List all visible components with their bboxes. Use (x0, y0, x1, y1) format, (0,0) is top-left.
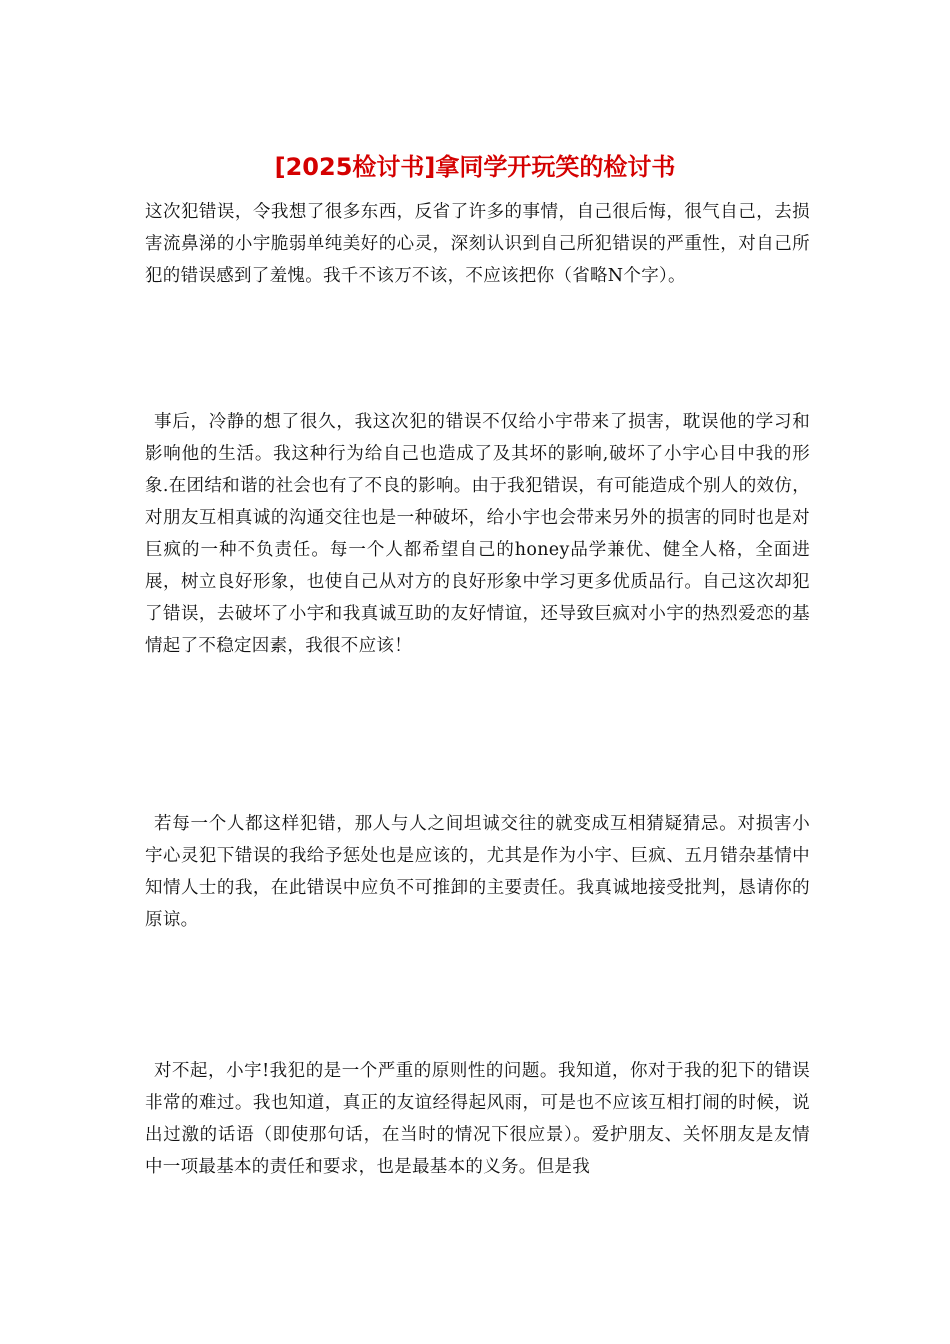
paragraph-1: 这次犯错误，令我想了很多东西，反省了许多的事情，自己很后悔，很气自己，去损害流鼻涕的小宇脆弱单纯美好的心灵，深刻认识到自己所犯错误的严重性，对自己所犯的错误感到了羞愧。我千不该万不该，不应该把你（省略N个字）。 (145, 202, 810, 286)
paragraph-3: 若每一个人都这样犯错，那人与人之间坦诚交往的就变成互相猜疑猜忌。对损害小宇心灵犯下错误的我给予惩处也是应该的，尤其是作为小宇、巨疯、五月错杂基情中知情人士的我，在此错误中应负不可推卸的主要责任。我真诚地接受批判，恳请你的原谅。 (145, 814, 810, 930)
document-title: [2025检讨书]拿同学开玩笑的检讨书 (274, 153, 676, 181)
paragraph-2: 事后，冷静的想了很久，我这次犯的错误不仅给小宇带来了损害，耽误他的学习和影响他的生活。我这种行为给自己也造成了及其坏的影响,破坏了小宇心目中我的形象.在团结和谐的社会也有了不良的影响。由于我犯错误，有可能造成个别人的效仿，对朋友互相真诚的沟通交往也是一种破坏，给小宇也会带来另外的损害的同时也是对巨疯的一种不负责任。每一个人都希望自己的honey品学兼优、健全人格，全面进展，树立良好形象，也使自己从对方的良好形象中学习更多优质品行。自己这次却犯了错误，去破坏了小宇和我真诚互助的友好情谊，还导致巨疯对小宇的热烈爱恋的基情起了不稳定因素，我很不应该！ (145, 412, 810, 656)
paragraph-4: 对不起，小宇!我犯的是一个严重的原则性的问题。我知道，你对于我的犯下的错误非常的难过。我也知道，真正的友谊经得起风雨，可是也不应该互相打闹的时候，说出过激的话语（即使那句话，在当时的情况下很应景）。爱护朋友、关怀朋友是友情中一项最基本的责任和要求，也是最基本的义务。但是我 (145, 1061, 810, 1177)
